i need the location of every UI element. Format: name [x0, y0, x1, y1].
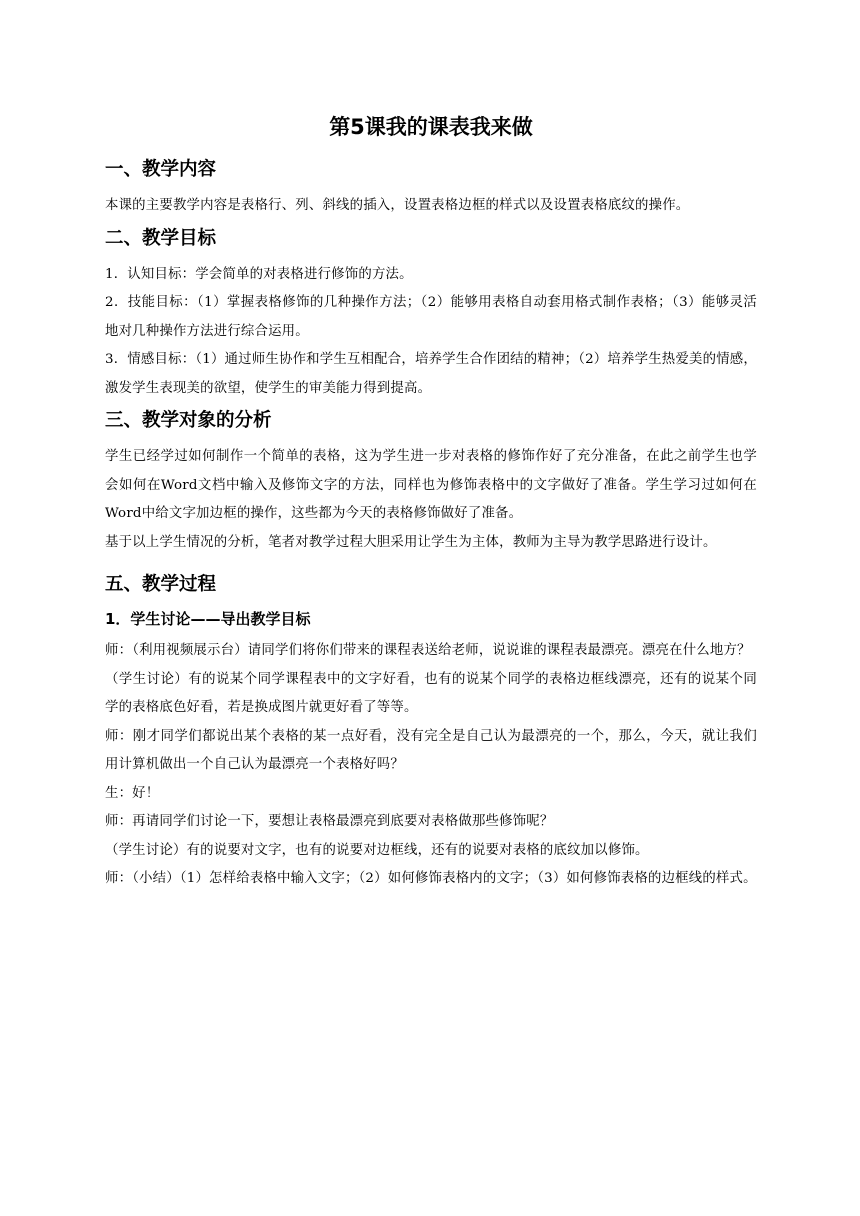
section-heading-process: 五、教学过程 — [105, 574, 217, 595]
document-page — [105, 112, 757, 894]
document-title: 第5课我的课表我来做 — [329, 115, 533, 139]
process-paragraph: 师：再请同学们讨论一下，要想让表格最漂亮到底要对表格做那些修饰呢？ — [105, 814, 554, 829]
section-heading-content: 一、教学内容 — [105, 159, 217, 180]
section-heading-goals: 二、教学目标 — [105, 227, 217, 249]
process-paragraph: 师：（小结）（1）怎样给表格中输入文字；（2）如何修饰表格内的文字；（3）如何修饰表格的边框线的样式。 — [105, 871, 757, 886]
goal-item: 3．情感目标：（1）通过师生协作和学生互相配合，培养学生合作团结的精神；（2）培养学生热爱美的情感，激发学生表现美的欲望，使学生的审美能力得到提高。 — [105, 352, 757, 396]
process-paragraph: 师：刚才同学们都说出某个表格的某一点好看，没有完全是自己认为最漂亮的一个，那么，今天，就让我们用计算机做出一个自己认为最漂亮一个表格好吗？ — [105, 728, 757, 772]
process-paragraph: 生：好！ — [105, 785, 160, 801]
process-subheading: 1．学生讨论——导出教学目标 — [105, 610, 311, 628]
process-paragraph: （学生讨论）有的说某个同学课程表中的文字好看，也有的说某个同学的表格边框线漂亮，还有的说某个同学的表格底色好看，若是换成图片就更好看了等等。 — [105, 671, 757, 715]
analysis-paragraph: 基于以上学生情况的分析，笔者对教学过程大胆采用让学生为主体，教师为主导为教学思路进行设计。 — [105, 534, 717, 550]
process-paragraph: 师：（利用视频展示台）请同学们将你们带来的课程表送给老师，说说谁的课程表最漂亮。漂亮在什么地方？ — [105, 643, 751, 658]
content-paragraph: 本课的主要教学内容是表格行、列、斜线的插入，设置表格边框的样式以及设置表格底纹的操作。 — [105, 198, 690, 213]
analysis-paragraph: 学生已经学过如何制作一个简单的表格，这为学生进一步对表格的修饰作好了充分准备，在此之前学生也学会如何在Word文档中输入及修饰文字的方法，同样也为修饰表格中的文字做好了准备。学生学习过如何在Word中给文字加边框的操作，这些都为今天的表格修饰做好了准备。 — [105, 449, 757, 521]
goal-item: 1．认知目标：学会简单的对表格进行修饰的方法。 — [105, 266, 413, 282]
process-paragraph: （学生讨论）有的说要对文字，也有的说要对边框线，还有的说要对表格的底纹加以修饰。 — [105, 842, 649, 858]
section-heading-analysis: 三、教学对象的分析 — [105, 410, 272, 431]
goal-item: 2．技能目标：（1）掌握表格修饰的几种操作方法；（2）能够用表格自动套用格式制作表格；（3）能够灵活地对几种操作方法进行综合运用。 — [105, 295, 757, 339]
